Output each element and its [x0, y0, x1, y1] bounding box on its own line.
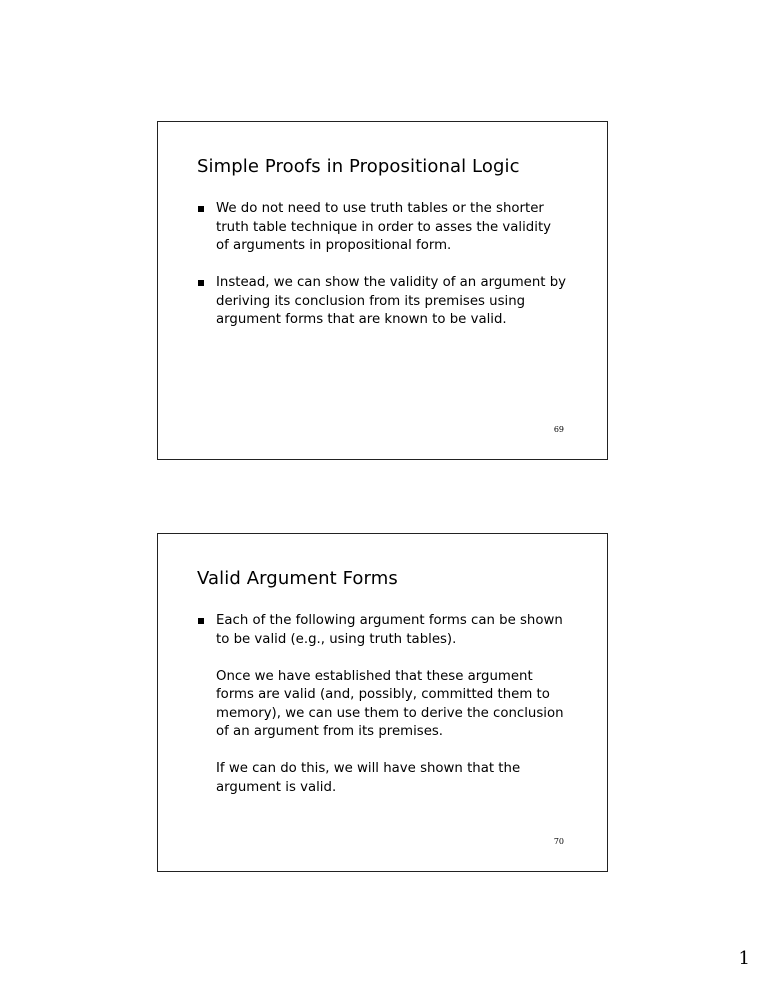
bullet-item: [196, 612, 566, 797]
slide-number: 70: [553, 837, 564, 846]
bullet-text: We do not need to use truth tables or the shorter truth table technique in order to asses the validity of arguments in propositional form.: [216, 201, 552, 253]
bullet-item: [196, 200, 566, 256]
bullet-item: [196, 274, 566, 330]
bullet-text: Once we have established that these argument forms are valid (and, possibly, committed them to memory), we can use them to derive the conclusion of an argument from its premises.: [216, 668, 564, 739]
bullet-text: If we can do this, we will have shown that the argument is valid.: [216, 761, 521, 795]
slide-title: Valid Argument Forms: [197, 568, 398, 589]
page-number: 1: [738, 948, 750, 969]
square-bullet-icon: [198, 206, 204, 212]
slide-70: [157, 533, 608, 872]
slide-69: [157, 121, 608, 460]
square-bullet-icon: [198, 618, 204, 624]
slide-title: Simple Proofs in Propositional Logic: [197, 156, 520, 177]
bullet-text: Each of the following argument forms can be shown to be valid (e.g., using truth tables).: [216, 613, 563, 647]
bullet-text: Instead, we can show the validity of an argument by deriving its conclusion from its premises using argument forms that are known to be valid.: [216, 275, 567, 327]
square-bullet-icon: [198, 280, 204, 286]
bullet-list: [196, 200, 566, 348]
slide-number: 69: [553, 425, 564, 434]
bullet-list: [196, 612, 566, 816]
